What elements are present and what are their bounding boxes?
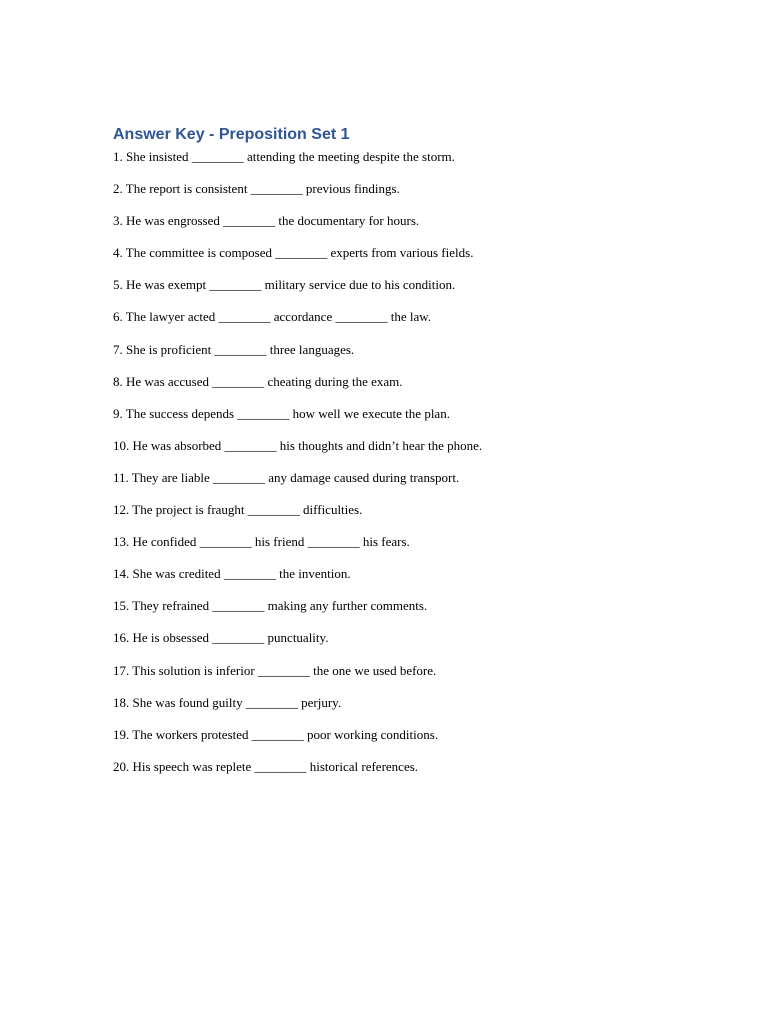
question-item: 18. She was found guilty ________ perjury.: [113, 694, 342, 710]
question-item: 16. He is obsessed ________ punctuality.: [113, 630, 329, 646]
question-item: 12. The project is fraught ________ difficulties.: [113, 502, 363, 518]
question-item: 11. They are liable ________ any damage caused during transport.: [113, 469, 460, 485]
question-item: 4. The committee is composed ________ experts from various fields.: [113, 245, 474, 261]
document-title: Answer Key - Preposition Set 1: [113, 126, 350, 143]
document-content: [113, 124, 713, 788]
question-item: 1. She insisted ________ attending the meeting despite the storm.: [113, 149, 455, 164]
question-item: 2. The report is consistent ________ previous findings.: [113, 181, 400, 197]
question-item: 7. She is proficient ________ three languages.: [113, 341, 355, 357]
question-item: 17. This solution is inferior ________ the one we used before.: [113, 662, 437, 678]
question-item: 14. She was credited ________ the invention.: [113, 566, 351, 582]
question-item: 5. He was exempt ________ military service due to his condition.: [113, 277, 456, 293]
question-item: 3. He was engrossed ________ the documentary for hours.: [113, 213, 420, 229]
question-list: [113, 146, 713, 788]
question-item: 9. The success depends ________ how well we execute the plan.: [113, 405, 450, 421]
question-item: 6. The lawyer acted ________ accordance ________ the law.: [113, 309, 432, 325]
question-item: 20. His speech was replete ________ historical references.: [113, 758, 419, 774]
question-item: 8. He was accused ________ cheating during the exam.: [113, 373, 403, 389]
question-item: 15. They refrained ________ making any further comments.: [113, 598, 428, 614]
question-item: 10. He was absorbed ________ his thoughts and didn’t hear the phone.: [113, 437, 483, 453]
question-item: 13. He confided ________ his friend ________ his fears.: [113, 534, 410, 550]
question-item: 19. The workers protested ________ poor working conditions.: [113, 726, 439, 742]
